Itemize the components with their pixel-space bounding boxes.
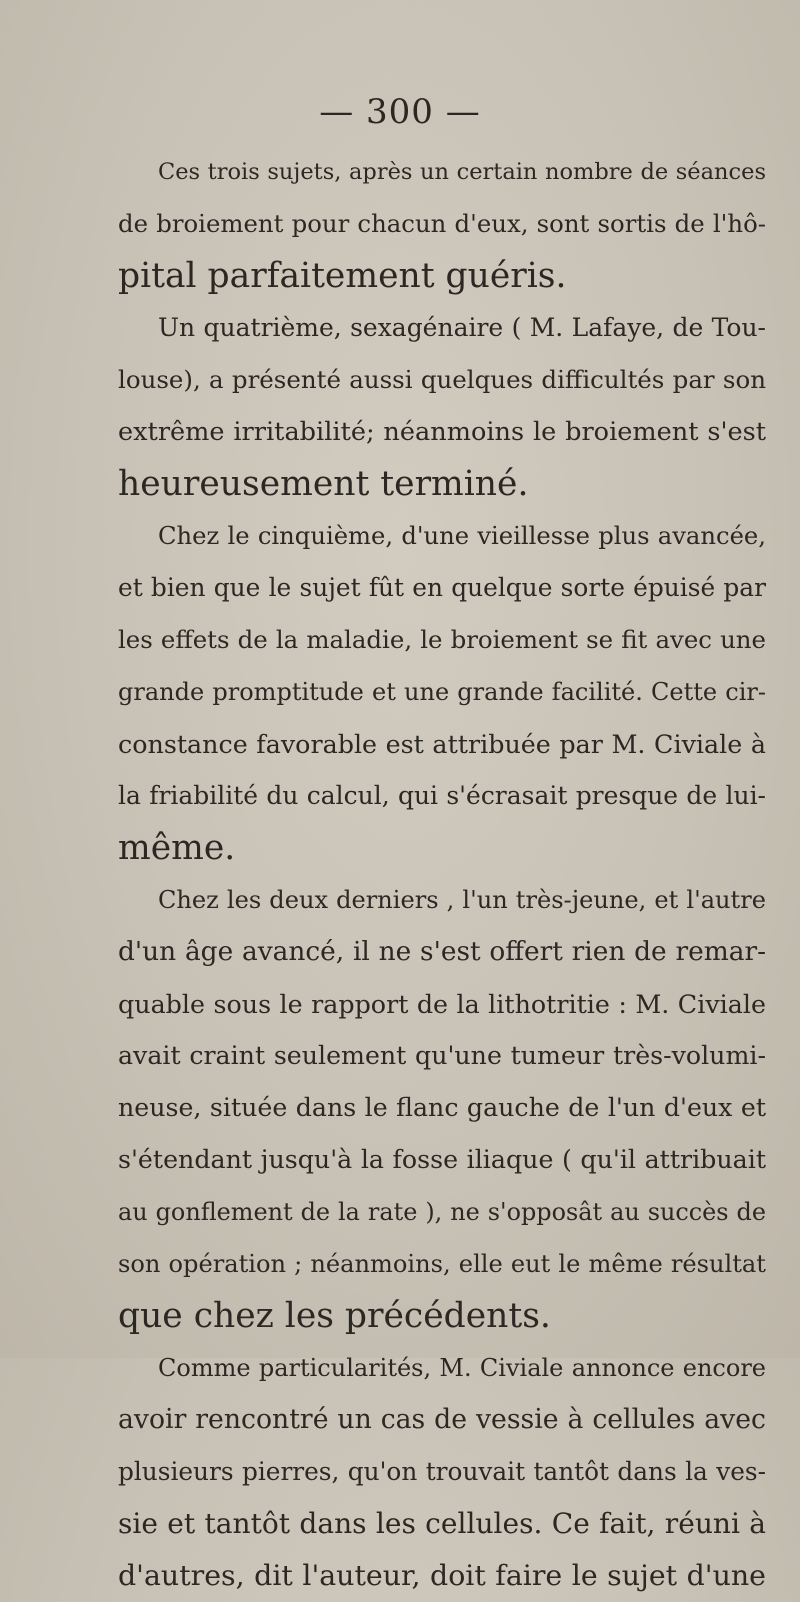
page-number: — 300 — [319, 92, 481, 132]
text-line: Comme particularités, M. Civiale annonce encore [158, 1354, 766, 1382]
text-line: plusieurs pierres, qu'on trouvait tantôt dans la ves- [118, 1457, 766, 1486]
text-line: avait craint seulement qu'une tumeur très-volumi- [118, 1041, 766, 1070]
text-line: heureusement terminé. [118, 464, 529, 504]
text-line: louse), a présenté aussi quelques difficultés par son [118, 365, 766, 394]
text-line: et bien que le sujet fût en quelque sorte épuisé par [118, 573, 766, 602]
text-line: Chez les deux derniers , l'un très-jeune, et l'autre [158, 886, 766, 914]
text-line: s'étendant jusqu'à la fosse iliaque ( qu'il attribuait [118, 1145, 766, 1174]
text-line: avoir rencontré un cas de vessie à cellules avec [118, 1404, 766, 1435]
text-line: quable sous le rapport de la lithotritie : M. Civiale [118, 989, 766, 1019]
text-line: extrême irritabilité; néanmoins le broiement s'est [118, 417, 766, 447]
text-line: de broiement pour chacun d'eux, sont sortis de l'hô- [118, 209, 766, 238]
text-line: la friabilité du calcul, qui s'écrasait presque de lui- [118, 781, 766, 810]
text-line: même. [118, 828, 236, 868]
text-line: son opération ; néanmoins, elle eut le même résultat [118, 1250, 766, 1278]
text-line: sie et tantôt dans les cellules. Ce fait, réuni à [118, 1507, 766, 1540]
text-line: Chez le cinquième, d'une vieillesse plus avancée, [158, 521, 766, 550]
body-text [118, 146, 766, 1602]
text-line: d'un âge avancé, il ne s'est offert rien de remar- [118, 936, 766, 967]
text-line: Ces trois sujets, après un certain nombre de séances [158, 159, 766, 185]
text-line: pital parfaitement guéris. [118, 256, 567, 296]
text-line: d'autres, dit l'auteur, doit faire le sujet d'une [118, 1559, 766, 1592]
text-line: constance favorable est attribuée par M. Civiale à [118, 729, 766, 759]
text-line: les effets de la maladie, le broiement se fit avec une [118, 625, 766, 654]
text-line: que chez les précédents. [118, 1296, 551, 1336]
text-line: neuse, située dans le flanc gauche de l'un d'eux et [118, 1093, 766, 1122]
text-line: grande promptitude et une grande facilité. Cette cir- [118, 678, 766, 706]
text-line: Un quatrième, sexagénaire ( M. Lafaye, de Tou- [158, 313, 766, 342]
text-line: au gonflement de la rate ), ne s'opposât au succès de [118, 1198, 766, 1226]
